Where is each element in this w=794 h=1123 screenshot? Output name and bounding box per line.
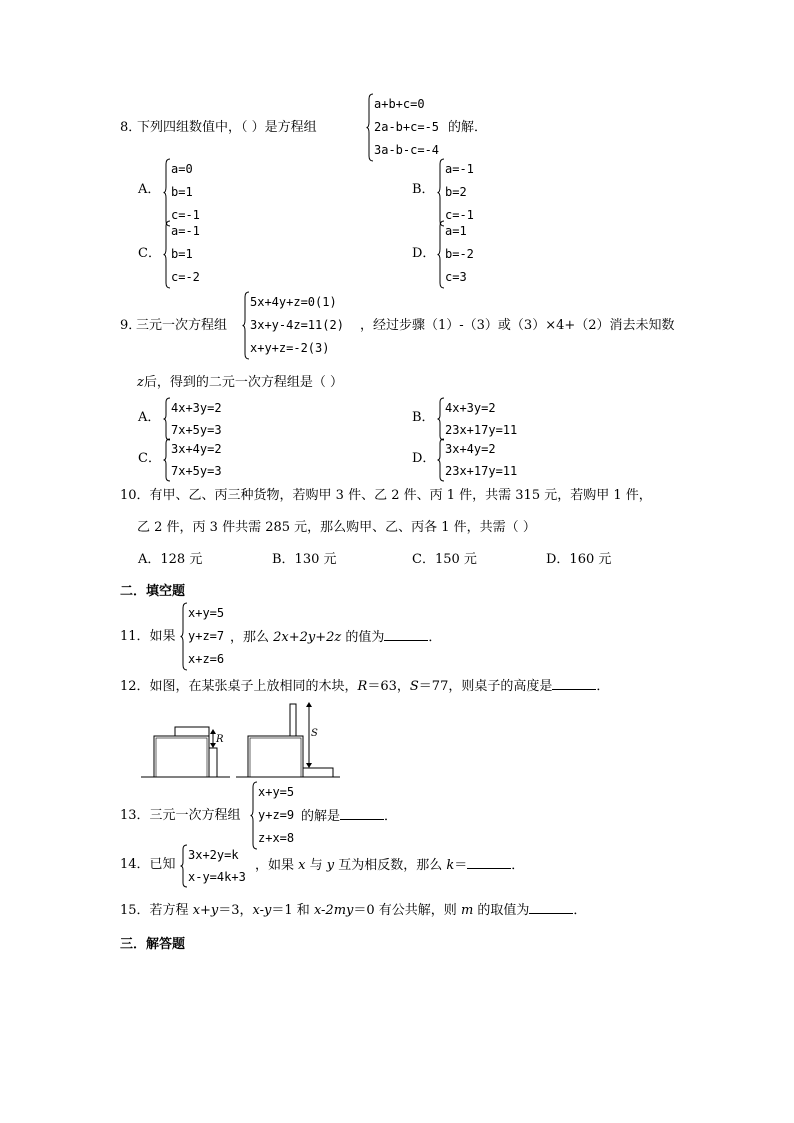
brace-icon xyxy=(163,158,171,227)
q8-number: 8． xyxy=(120,120,142,135)
q10-option-c[interactable]: C．150 元 xyxy=(412,552,477,567)
left-table-block xyxy=(175,727,209,736)
q10-line1: 10．有甲、乙、丙三种货物，若购甲 3 件、乙 2 件、丙 1 件，共需 315 元，若购甲 1 件， xyxy=(120,488,652,503)
section-2-heading: 二．填空题 xyxy=(120,584,186,599)
brace-icon xyxy=(180,844,188,888)
brace-icon xyxy=(437,158,445,227)
q10-option-b[interactable]: B．130 元 xyxy=(272,552,337,567)
brace-icon xyxy=(163,438,171,482)
q8-stem: 下列四组数值中，（ ）是方程组 xyxy=(137,120,317,135)
q13-tail: 的解是 ． xyxy=(301,809,398,824)
q12-text: 12．如图，在某张桌子上放相同的木块，R＝63，S＝77，则桌子的高度是 ． xyxy=(120,679,610,694)
q14-number: 14．已知 xyxy=(120,857,176,872)
brace-icon xyxy=(163,397,171,441)
brace-icon xyxy=(180,602,188,671)
q11-answer-blank[interactable] xyxy=(384,630,428,641)
left-floor-block xyxy=(209,748,217,777)
q9-option-c-label[interactable]: C． xyxy=(138,451,161,466)
q11-tail: ，那么 2x+2y+2z 的值为 ． xyxy=(230,630,442,645)
q8-option-c-label[interactable]: C． xyxy=(138,246,161,261)
brace-icon xyxy=(366,93,374,162)
q15-answer-blank[interactable] xyxy=(529,903,573,914)
q12-answer-blank[interactable] xyxy=(552,679,596,690)
q10-option-d[interactable]: D．160 元 xyxy=(546,552,612,567)
right-table-block xyxy=(290,704,296,736)
q12-figure xyxy=(140,700,340,780)
fig-label-s: S xyxy=(311,728,318,739)
q9-option-b-label[interactable]: B． xyxy=(412,410,435,425)
right-table xyxy=(248,736,303,777)
q14-tail: ，如果 x 与 y 互为相反数，那么 k＝ ． xyxy=(255,858,525,873)
q9-number: 9． xyxy=(120,318,142,333)
q8-option-d-label[interactable]: D． xyxy=(412,246,436,261)
brace-icon xyxy=(437,438,445,482)
section-3-heading: 三．解答题 xyxy=(120,937,186,952)
q8-stem-end: 的解． xyxy=(448,120,488,135)
brace-icon xyxy=(437,220,445,289)
q9-stem-end: ，经过步骤（1）-（3）或（3）×4+（2）消去未知数 xyxy=(360,318,675,333)
q13-answer-blank[interactable] xyxy=(340,809,384,820)
brace-icon xyxy=(437,397,445,441)
q8-option-a-label[interactable]: A． xyxy=(138,182,161,197)
brace-icon xyxy=(163,220,171,289)
q11-number: 11．如果 xyxy=(120,629,176,644)
brace-icon xyxy=(250,781,258,850)
q9-option-d-label[interactable]: D． xyxy=(412,451,436,466)
q9-stem: 三元一次方程组 xyxy=(136,318,228,333)
q10-option-a[interactable]: A．128 元 xyxy=(138,552,203,567)
left-table xyxy=(154,736,209,777)
q10-line2: 乙 2 件，丙 3 件共需 285 元，那么购甲、乙、丙各 1 件，共需（ ） xyxy=(137,520,536,535)
q9-option-a-label[interactable]: A． xyxy=(138,410,161,425)
q9-line2: z后，得到的二元一次方程组是（ ） xyxy=(137,375,343,390)
right-floor-block xyxy=(303,768,333,777)
q14-answer-blank[interactable] xyxy=(467,858,511,869)
q13-number: 13．三元一次方程组 xyxy=(120,808,241,823)
fig-label-r: R xyxy=(216,734,224,745)
q15-text: 15．若方程 x+y＝3，x-y＝1 和 x-2my＝0 有公共解，则 m 的取值为 ． xyxy=(120,903,587,918)
brace-icon xyxy=(242,291,250,360)
q8-option-b-label[interactable]: B． xyxy=(412,182,435,197)
